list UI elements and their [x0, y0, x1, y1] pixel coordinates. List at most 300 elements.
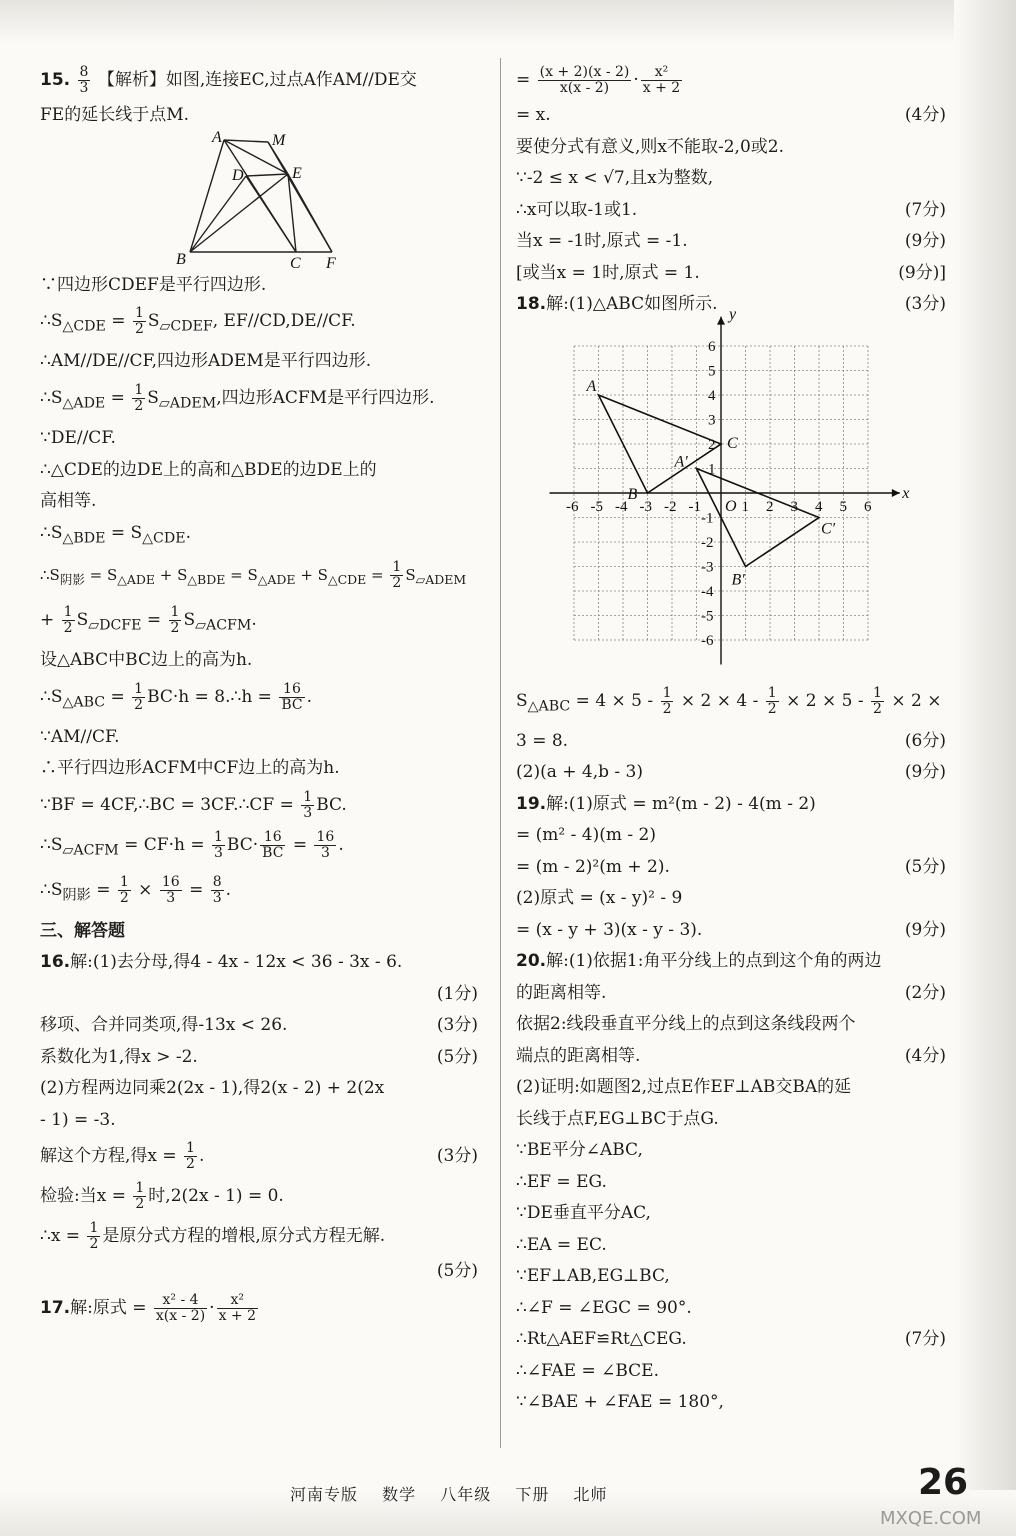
frac-den: 2 — [170, 619, 180, 636]
frac-den: 2 — [186, 1156, 195, 1173]
text: ∴S — [40, 834, 63, 855]
frac-den: 3 — [212, 890, 222, 907]
q15-step — [40, 825, 478, 870]
frac-den: 2 — [134, 321, 144, 337]
frac-num: 1 — [135, 1180, 145, 1197]
point-label: M — [272, 131, 286, 149]
frac-num: 1 — [392, 559, 402, 576]
frac-num: (x + 2)(x - 2) — [539, 64, 630, 80]
score-label: (9分) — [904, 762, 946, 783]
text: 检验:当x = — [40, 1186, 132, 1207]
coordinate-plane — [516, 305, 946, 681]
frac-num: 1 — [134, 680, 144, 697]
q18-line — [516, 726, 946, 758]
q17-line — [40, 1288, 478, 1328]
q16-line: (2)方程两边同乘2(2x - 1),得2(x - 2) + 2(2x — [40, 1078, 385, 1099]
frac-num: 1 — [662, 684, 672, 701]
q17-line — [516, 226, 946, 258]
q20-line: ∵∠BAE + ∠FAE = 180°, — [516, 1392, 724, 1413]
point-a-label: A — [586, 377, 597, 395]
text: 系数化为1,得x > -2. — [40, 1046, 198, 1067]
subscript: △CDE — [142, 530, 186, 547]
text: 是原分式方程的增根,原分式方程无解. — [102, 1226, 386, 1247]
text: . — [198, 1146, 205, 1167]
q15-step — [40, 677, 478, 722]
q17-line — [516, 195, 946, 227]
q20-line — [516, 1041, 946, 1073]
text: · — [633, 70, 639, 90]
frac-den: 2 — [134, 397, 144, 414]
x-tick-label: 2 — [766, 498, 774, 515]
fraction — [260, 830, 285, 861]
q15-step — [40, 785, 478, 825]
page-top-edge — [0, 0, 1016, 44]
text: 端点的距离相等. — [516, 1045, 641, 1066]
q15-step: 设△ABC中BC边上的高为h. — [40, 650, 253, 671]
text: . — [306, 686, 312, 707]
score-label: (9分) — [904, 231, 946, 251]
q16-line — [40, 947, 478, 979]
subscript: △ABC — [62, 693, 106, 710]
subscript: △ADE — [117, 571, 156, 587]
fraction — [661, 686, 674, 717]
footer-subject: 数学 — [382, 1485, 417, 1504]
fraction — [154, 1293, 207, 1324]
fraction — [279, 682, 304, 713]
text: × 2 × 5 - — [780, 690, 869, 711]
text: = — [90, 880, 116, 901]
frac-den: 2 — [873, 700, 882, 717]
q16-line: - 1) = -3. — [40, 1109, 116, 1130]
frac-num: 1 — [170, 603, 180, 620]
page-footer — [290, 1482, 690, 1505]
q20-line — [516, 946, 946, 978]
text: · — [209, 1297, 215, 1318]
text: = x. — [516, 105, 551, 125]
text: = — [287, 834, 313, 855]
q18-line — [516, 681, 946, 726]
text: S — [147, 311, 160, 331]
subscript: ▱CDEF — [159, 318, 213, 335]
q15-step: ∴AM//DE//CF,四边形ADEM是平行四边形. — [40, 351, 372, 372]
subscript: △BDE — [187, 571, 226, 587]
q15-text2: FE的延长线于点M. — [40, 105, 190, 125]
point-label: B — [176, 250, 186, 268]
q15-step — [40, 870, 478, 915]
fraction — [62, 605, 75, 636]
text: ∴S — [40, 686, 63, 707]
q15-step — [40, 378, 478, 423]
text: ∴x = — [40, 1226, 86, 1247]
text: × 2 × 4 - — [675, 690, 764, 711]
q19-line — [516, 915, 946, 947]
text: ∴x可以取-1或1. — [516, 199, 638, 220]
score-label: (5分) — [904, 856, 946, 877]
q15-step: ∴△CDE的边DE上的高和△BDE的边DE上的 — [40, 459, 377, 480]
frac-den: 2 — [119, 890, 129, 907]
text: = (x - y + 3)(x - y - 3). — [516, 919, 703, 940]
fraction — [766, 686, 779, 717]
point-c-label: C — [727, 434, 738, 452]
text: 解:原式 = — [70, 1297, 152, 1318]
x-tick-label: 3 — [790, 498, 798, 515]
fraction — [160, 875, 182, 906]
text: + S — [295, 565, 328, 584]
point-label: C — [290, 254, 301, 272]
y-tick-label: 6 — [708, 338, 716, 355]
text: 的距离相等. — [516, 982, 607, 1003]
frac-num: 8 — [212, 874, 222, 891]
x-tick-label: -3 — [639, 498, 652, 515]
fraction — [212, 830, 225, 861]
text: 移项、合并同类项,得-13x < 26. — [40, 1015, 288, 1036]
section-heading: 三、解答题 — [40, 920, 125, 941]
text: BC·h = 8.∴h = — [147, 686, 278, 707]
frac-den: x + 2 — [218, 1307, 257, 1324]
frac-den: 3 — [79, 80, 89, 96]
subscript: 阴影 — [62, 887, 91, 904]
frac-num: 1 — [134, 381, 144, 398]
text: = — [105, 686, 131, 707]
score-label: (5分) — [436, 1261, 478, 1282]
frac-num: 1 — [134, 305, 144, 321]
fraction — [87, 1221, 100, 1252]
fraction — [118, 875, 131, 906]
question-number: 18. — [516, 294, 547, 314]
x-tick-label: -5 — [590, 498, 603, 515]
y-tick-label: -1 — [701, 510, 714, 526]
footer-volume: 下册 — [515, 1485, 550, 1504]
frac-num: 1 — [214, 828, 223, 845]
text: [或当x = 1时,原式 = 1. — [516, 262, 700, 283]
frac-den: x(x - 2) — [559, 80, 610, 96]
q15-answer — [78, 65, 91, 96]
q18-line — [516, 289, 946, 321]
frac-num: 1 — [873, 684, 882, 701]
score-label: (3分) — [436, 1146, 478, 1167]
text: ∴S — [40, 880, 63, 901]
text: BC· — [226, 834, 259, 855]
q15-step: ∴平行四边形ACFM中CF边上的高为h. — [40, 758, 340, 779]
x-tick-label: -6 — [566, 498, 579, 515]
fraction — [132, 383, 145, 414]
text: = CF·h = — [118, 834, 210, 855]
footer-publisher: 北师 — [573, 1485, 608, 1504]
point-a-prime-label: A′ — [674, 453, 688, 470]
q20-line: ∵BE平分∠ABC, — [516, 1140, 643, 1161]
page-number: 26 — [918, 1462, 969, 1503]
text: 解这个方程,得x = — [40, 1146, 183, 1167]
text: ∴Rt△AEF≌Rt△CEG. — [516, 1329, 687, 1350]
y-tick-label: -2 — [701, 534, 714, 551]
frac-den: x(x - 2) — [155, 1307, 206, 1324]
text: 解:(1)原式 = m²(m - 2) - 4(m - 2) — [546, 793, 816, 814]
frac-den: 2 — [134, 696, 144, 713]
point-b-prime-label: B′ — [731, 571, 745, 588]
frac-num: 1 — [186, 1140, 195, 1157]
frac-den: 2 — [662, 700, 672, 717]
text: . — [251, 609, 257, 630]
y-tick-label: 5 — [708, 363, 716, 379]
fraction — [169, 605, 182, 636]
fraction — [641, 65, 682, 96]
point-label: D — [232, 166, 244, 184]
y-tick-label: -3 — [701, 559, 714, 575]
fraction — [184, 1141, 197, 1172]
point-label: F — [326, 254, 336, 272]
q20-line: ∴EA = EC. — [516, 1234, 607, 1255]
text: 时,2(2x - 1) = 0. — [148, 1186, 284, 1207]
y-tick-label: -6 — [701, 632, 714, 649]
subscript: △ABC — [527, 697, 571, 714]
fraction — [871, 686, 884, 717]
subscript: △BDE — [62, 530, 106, 547]
text: ∴S — [40, 311, 63, 331]
question-number: 20. — [516, 951, 547, 972]
subscript: ▱ADEM — [158, 395, 217, 412]
q16-line — [40, 1010, 478, 1042]
tick-labels — [566, 339, 872, 649]
fraction — [133, 1181, 146, 1212]
q20-line: ∵EF⊥AB,EG⊥BC, — [516, 1266, 670, 1287]
q17-line — [516, 100, 946, 132]
score-label: (9分)] — [898, 262, 946, 283]
score-label: (1分) — [436, 983, 478, 1004]
text: , EF//CD,DE//CF. — [212, 311, 356, 331]
frac-num: 1 — [89, 1220, 99, 1237]
watermark: MXQE.COM — [880, 1508, 982, 1529]
q17-line: 要使分式有意义,则x不能取-2,0或2. — [516, 136, 784, 157]
q19-line — [516, 852, 946, 884]
q15-step — [40, 555, 478, 600]
score-label: (4分) — [904, 1045, 946, 1066]
frac-num: x² — [217, 1293, 258, 1309]
q19-line: (2)原式 = (x - y)² - 9 — [516, 888, 683, 909]
q15-step — [40, 518, 478, 555]
q20-line: 依据2:线段垂直平分线上的点到这条线段两个 — [516, 1014, 856, 1035]
q15-step: ∵四边形CDEF是平行四边形. — [40, 274, 267, 295]
left-column — [40, 60, 478, 1328]
text: × 2 × — [885, 690, 942, 711]
text: = S — [225, 565, 258, 584]
footer-edition: 河南专版 — [290, 1485, 359, 1504]
frac-den: 3 — [303, 804, 313, 821]
x-axis-label: x — [902, 484, 910, 502]
frac-den: BC — [281, 696, 303, 713]
q17-line — [516, 258, 946, 290]
text: ∴S — [40, 387, 63, 408]
y-tick-label: 2 — [708, 436, 716, 453]
q16-line — [40, 979, 478, 1011]
text: ∵BF = 4CF,∴BC = 3CF.∴CF = — [40, 794, 300, 815]
q15-step: ∵AM//CF. — [40, 726, 120, 747]
x-tick-label: 6 — [864, 498, 872, 515]
point-label: E — [292, 164, 302, 182]
q19-line — [516, 789, 946, 821]
point-labels — [586, 306, 910, 588]
x-tick-label: 5 — [839, 498, 847, 515]
text: ∴S — [40, 522, 63, 543]
text: BC. — [316, 794, 347, 815]
subscript: △CDE — [62, 318, 106, 335]
frac-num: 16 — [161, 874, 180, 891]
text: = S — [105, 522, 143, 543]
score-label: (3分) — [904, 294, 946, 314]
text: 3 = 8. — [516, 730, 569, 751]
score-label: (7分) — [904, 1329, 946, 1350]
text: S — [76, 609, 89, 630]
y-tick-label: -4 — [701, 583, 714, 600]
fraction — [217, 1293, 258, 1324]
text: = S — [84, 565, 118, 584]
question-number: 15. — [40, 70, 71, 90]
text: ∴S — [40, 565, 60, 584]
q20-line — [516, 978, 946, 1010]
frac-num: 1 — [63, 603, 73, 620]
text: + S — [155, 565, 188, 584]
subscript: ▱ACFM — [195, 617, 252, 634]
text: 当x = -1时,原式 = -1. — [516, 231, 688, 251]
q20-line: ∵DE垂直平分AC, — [516, 1203, 651, 1224]
x-tick-label: -4 — [615, 498, 628, 515]
score-label: (2分) — [904, 982, 946, 1003]
q20-line: ∴∠F = ∠EGC = 90°. — [516, 1297, 692, 1318]
text: 解:(1)依据1:角平分线上的点到这个角的两边 — [546, 951, 882, 972]
text: (2)(a + 4,b - 3) — [516, 762, 644, 783]
q16-line — [40, 1042, 478, 1074]
text: × — [132, 880, 158, 901]
frac-den: 2 — [135, 1196, 145, 1213]
q20-line: ∴EF = EG. — [516, 1171, 607, 1192]
fraction — [538, 65, 632, 96]
question-number: 17. — [40, 1297, 71, 1318]
subscript: △ADE — [62, 395, 106, 412]
column-divider — [500, 58, 501, 1448]
text: = — [105, 311, 131, 331]
subscript: △CDE — [327, 571, 367, 587]
text: = — [141, 609, 167, 630]
frac-den: 3 — [320, 844, 330, 861]
q20-line: ∴∠FAE = ∠BCE. — [516, 1360, 659, 1381]
frac-num: x² — [641, 65, 682, 81]
frac-den: 2 — [392, 575, 402, 592]
frac-den: 3 — [166, 890, 176, 907]
question-number: 19. — [516, 793, 547, 814]
score-label: (4分) — [904, 105, 946, 125]
score-label: (7分) — [904, 199, 946, 220]
fraction — [132, 682, 145, 713]
subscript: ▱ADEM — [415, 571, 467, 587]
frac-den: 2 — [63, 619, 73, 636]
frac-den: x + 2 — [642, 80, 681, 96]
x-tick-label: -1 — [688, 498, 701, 515]
q15-step: ∵DE//CF. — [40, 428, 116, 449]
q16-line — [40, 1216, 478, 1256]
q20-line: 长线于点F,EG⊥BC于点G. — [516, 1108, 719, 1129]
point-b-label: B — [627, 485, 638, 503]
frac-num: 1 — [119, 874, 129, 891]
x-axis-arrow — [892, 489, 900, 497]
q18-line — [516, 757, 946, 789]
q15-text: 【解析】如图,连接EC,过点A作AM//DE交 — [97, 70, 417, 90]
text: = — [105, 387, 131, 408]
fraction — [211, 875, 224, 906]
right-column — [516, 60, 946, 1419]
frac-den: 2 — [89, 1236, 99, 1253]
text: S — [147, 387, 159, 408]
q15-step: 高相等. — [40, 491, 97, 512]
frac-den: BC — [262, 844, 284, 861]
text: . — [225, 880, 232, 901]
frac-den: 3 — [214, 844, 223, 861]
y-tick-label: -5 — [701, 608, 714, 624]
subscript: ▱DCFE — [88, 617, 142, 634]
text: = — [183, 880, 209, 901]
q15-step — [40, 301, 478, 346]
q16-line — [40, 1256, 478, 1288]
fraction — [390, 560, 403, 591]
text: = — [516, 70, 536, 90]
fraction — [301, 790, 314, 821]
text: S — [183, 609, 196, 630]
q20-line: (2)证明:如题图2,过点E作EF⊥AB交BA的延 — [516, 1077, 852, 1098]
page-right-edge — [954, 0, 1016, 1536]
text: 解:(1)△ABC如图所示. — [546, 294, 718, 314]
frac-num: x² - 4 — [154, 1293, 207, 1309]
q17-line — [516, 60, 946, 100]
text: . — [185, 522, 191, 543]
frac-num: 16 — [279, 682, 304, 698]
q15-figure — [40, 128, 478, 272]
footer-grade: 八年级 — [440, 1485, 492, 1504]
y-tick-label: 3 — [708, 412, 716, 428]
subscript: △ADE — [257, 571, 296, 587]
text: = 4 × 5 - — [570, 690, 659, 711]
y-tick-label: 1 — [708, 461, 716, 477]
subscript: 阴影 — [59, 571, 85, 587]
point-c-prime-label: C′ — [821, 520, 836, 537]
score-label: (6分) — [904, 730, 946, 751]
x-tick-label: 1 — [741, 498, 749, 515]
fraction — [133, 306, 146, 337]
q15-step — [40, 600, 478, 645]
question-number: 16. — [40, 952, 71, 973]
score-label: (3分) — [436, 1015, 478, 1036]
text: = — [366, 565, 389, 584]
text: 解:(1)去分母,得4 - 4x - 12x < 36 - 3x - 6. — [70, 952, 403, 973]
q16-line — [40, 1176, 478, 1216]
fraction — [314, 830, 336, 861]
text: + — [40, 609, 60, 630]
axes — [550, 316, 900, 664]
text: S — [405, 565, 416, 584]
frac-num: 16 — [316, 828, 335, 845]
text: = (m - 2)²(m + 2). — [516, 856, 670, 877]
text: . — [338, 834, 344, 855]
frac-num: 16 — [260, 830, 285, 846]
point-label: A — [212, 128, 222, 146]
q19-line: = (m² - 4)(m - 2) — [516, 825, 656, 846]
score-label: (5分) — [436, 1046, 478, 1067]
frac-num: 1 — [767, 684, 777, 701]
q17-line: ∵-2 ≤ x < √7,且x为整数, — [516, 168, 714, 188]
origin-label: O — [725, 497, 737, 515]
y-axis-label: y — [729, 305, 737, 323]
text: ,四边形ACFM是平行四边形. — [216, 387, 435, 408]
y-tick-label: 4 — [708, 387, 716, 404]
frac-num: 8 — [79, 64, 89, 80]
frac-num: 1 — [303, 788, 313, 805]
